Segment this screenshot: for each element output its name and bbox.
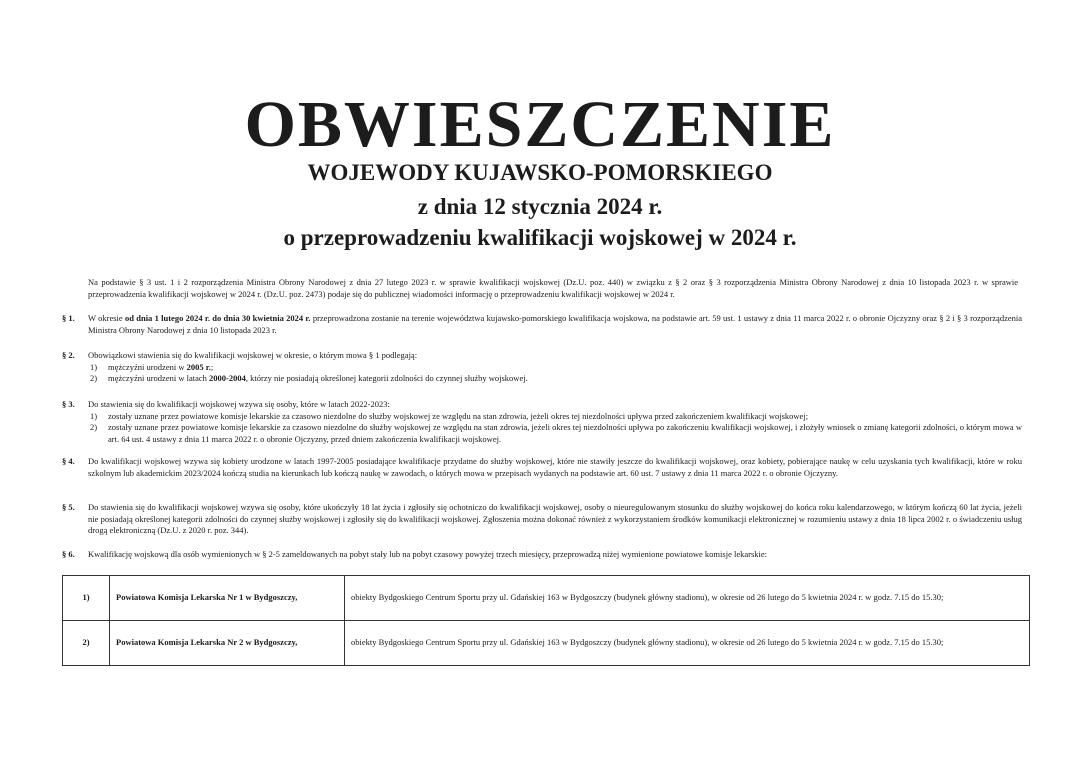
text-fragment: przeprowadzona zostanie na terenie województwa kujawsko-pomorskiego kwalifikacja wojskowa, na podstawie art. 59 ust. 1 ustawy z dnia 11 marca 2022 r. o obronie Ojczyzny oraz § 2 i § 3 rozporządzenia Ministra Obrony Narodowej z dnia 10 listopada 2023 r.	[88, 313, 1023, 335]
section-number: § 5.	[62, 502, 75, 512]
section-body	[88, 313, 1022, 336]
section-lead: Do stawienia się do kwalifikacji wojskowej wzywa się osoby, które w latach 2022-2023:	[88, 399, 390, 409]
years-bold: 2000-2004	[209, 373, 246, 383]
list-item-text: zostały uznane przez powiatowe komisje lekarskie za czasowo niezdolne do służby wojskowej ze względu na stan zdrowia, jeżeli okres tej niezdolności upływa przed zakończeniem kwalifikacji wojskowej;	[108, 410, 809, 421]
text-fragment: W okresie	[88, 313, 125, 323]
row-number: 1)	[63, 576, 110, 621]
section-body	[88, 350, 1022, 385]
list-marker: 1)	[90, 410, 98, 421]
text-fragment: , którzy nie posiadają określonej kategorii zdolności do czynnej służby wojskowej.	[245, 373, 528, 383]
section-body: Do kwalifikacji wojskowej wzywa się kobiety urodzone w latach 1997-2005 posiadające kwalifikacje przydatne do służby wojskowej, które nie stawiły jeszcze do kwalifikacji wojskowej, oraz kobiety, pobierające naukę w celu uzyskania tych kwalifikacji, które w roku szkolnym lub akademickim 2023/2024 kończą studia na kierunkach lub kończą naukę w zawodach, o których mowa w przepisach wydanych na podstawie art. 60 ust. 7 ustawy z dnia 11 marca 2022 r. o obronie Ojczyzny.	[88, 456, 1022, 478]
intro-paragraph: Na podstawie § 3 ust. 1 i 2 rozporządzenia Ministra Obrony Narodowej z dnia 27 lutego 2023 r. w sprawie kwalifikacji wojskowej (Dz.U. poz. 440) w związku z § 2 oraz § 3 rozporządzenia Ministra Obrony Narodowej z dnia 10 listopada 2023 r. w sprawie przeprowadzenia kwalifikacji wojskowej w 2024 r. (Dz.U. poz. 2473) podaje się do publicznej wiadomości informację o przeprowadzeniu kwalifikacji wojskowej w 2024 r.	[88, 277, 1018, 299]
list-item	[88, 373, 1022, 385]
table-row	[63, 576, 1030, 621]
section-body: Do stawienia się do kwalifikacji wojskowej wzywa się osoby, które ukończyły 18 lat życia i zgłosiły się ochotniczo do kwalifikacji wojskowej, osoby o nieuregulowanym stosunku do służby wojskowej do końca roku kalendarzowego, w którym kończą 60 lat życia, jeżeli nie posiadają określonej kategorii zdolności do czynnej służby wojskowej i zgłosiły się do kwalifikacji wojskowej. Zgłoszenia można dokonać również z wykorzystaniem środków komunikacji elektronicznej w rozumieniu ustawy z dnia 18 lipca 2002 r. o świadczeniu usług drogą elektroniczną (Dz.U. z 2020 r. poz. 344).	[88, 502, 1022, 535]
section-body	[88, 399, 1022, 445]
issuer-line: WOJEWODY KUJAWSKO-POMORSKIEGO	[307, 160, 773, 185]
list-item	[88, 422, 1022, 445]
commission-name: Powiatowa Komisja Lekarska Nr 1 w Bydgoszczy,	[110, 576, 345, 621]
section-body: Kwalifikację wojskową dla osób wymienionych w § 2-5 zameldowanych na pobyt stały lub na pobyt czasowy powyżej trzech miesięcy, przeprowadzą niżej wymienione powiatowe komisje lekarskie:	[88, 549, 768, 559]
subject-line: o przeprowadzeniu kwalifikacji wojskowej w 2024 r.	[283, 225, 797, 250]
commissions-table	[62, 575, 1030, 666]
text-fragment: mężczyźni urodzeni w latach	[108, 373, 210, 383]
list-marker: 1)	[90, 361, 98, 372]
commission-location: obiekty Bydgoskiego Centrum Sportu przy ul. Gdańskiej 163 w Bydgoszczy (budynek główny stadionu), w okresie od 26 lutego do 5 kwietnia 2024 r. w godz. 7.15 do 15.30;	[345, 576, 1030, 621]
row-number: 2)	[63, 621, 110, 666]
section-number: § 6.	[62, 549, 75, 559]
document-title: OBWIESZCZENIE	[244, 88, 836, 161]
section-number: § 2.	[62, 350, 75, 360]
list-item	[88, 362, 1022, 374]
list-item-text: zostały uznane przez powiatowe komisje lekarskie za czasowo niezdolne do służby wojskowej ze względu na stan zdrowia, jeżeli okres tej niezdolności upływa po zakończeniu kwalifikacji wojskowej, i złożyły wniosek o zmianę kategorii zdolności, o którym mowa w art. 64 ust. 4 ustawy z dnia 11 marca 2022 r. o obronie Ojczyzny, przed dniem zakończenia kwalifikacji wojskowej.	[108, 422, 1022, 444]
section-lead: Obowiązkowi stawienia się do kwalifikacji wojskowej w okresie, o którym mowa § 1 podlegają:	[88, 350, 418, 360]
year-bold: 2005 r.	[186, 361, 211, 372]
list-item	[88, 411, 1022, 423]
table-row	[63, 621, 1030, 666]
date-range-bold: od dnia 1 lutego 2024 r. do dnia 30 kwietnia 2024 r.	[124, 313, 311, 323]
list-marker: 2)	[90, 422, 98, 432]
text-fragment: ;	[210, 361, 214, 372]
list-marker: 2)	[90, 373, 98, 383]
section-number: § 3.	[62, 399, 75, 409]
text-fragment: mężczyźni urodzeni w	[108, 361, 187, 372]
date-line: z dnia 12 stycznia 2024 r.	[417, 194, 663, 219]
section-number: § 4.	[62, 456, 75, 466]
commission-location: obiekty Bydgoskiego Centrum Sportu przy ul. Gdańskiej 163 w Bydgoszczy (budynek główny stadionu), w okresie od 26 lutego do 5 kwietnia 2024 r. w godz. 7.15 do 15.30;	[345, 621, 1030, 666]
section-number: § 1.	[62, 313, 75, 323]
commission-name: Powiatowa Komisja Lekarska Nr 2 w Bydgoszczy,	[110, 621, 345, 666]
